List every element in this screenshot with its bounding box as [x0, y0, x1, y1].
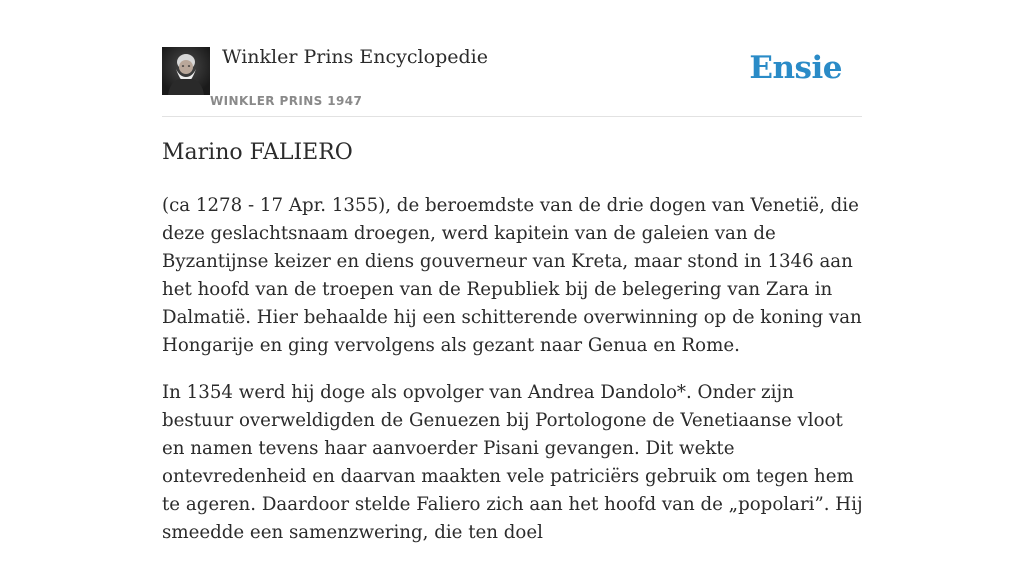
source-subtitle[interactable]: WINKLER PRINS 1947: [210, 94, 363, 108]
source-title[interactable]: Winkler Prins Encyclopedie: [222, 46, 488, 68]
article-paragraph: In 1354 werd hij doge als opvolger van Andrea Dandolo*. Onder zijn bestuur overweldigden de Genuezen bij Portologone de Venetiaanse vloot en namen tevens haar aanvoerder Pisani gevangen. Dit wekte ontevredenheid en daarvan maakten vele patriciërs gebruik om tegen hem te ageren. Daardoor stelde Faliero zich aan het hoofd van de „popolari”. Hij smeedde een samenzwering, die ten doel: [162, 382, 863, 543]
article-body: [162, 192, 867, 566]
ensie-logo[interactable]: Ensie: [749, 50, 842, 86]
article-paragraph: (ca 1278 - 17 Apr. 1355), de beroemdste van de drie dogen van Venetië, die deze geslachtsnaam droegen, werd kapitein van de galeien van de Byzantijnse keizer en diens gouverneur van Kreta, maar stond in 1346 aan het hoofd van de troepen van de Republiek bij de belegering van Zara in Dalmatië. Hier behaalde hij een schitterende overwinning op de koning van Hongarije en ging vervolgens als gezant naar Genua en Rome.: [162, 195, 862, 356]
article-title: Marino FALIERO: [162, 140, 353, 165]
source-header: [162, 40, 862, 117]
bearded-man-portrait-icon: [162, 47, 210, 95]
avatar[interactable]: [162, 47, 210, 95]
